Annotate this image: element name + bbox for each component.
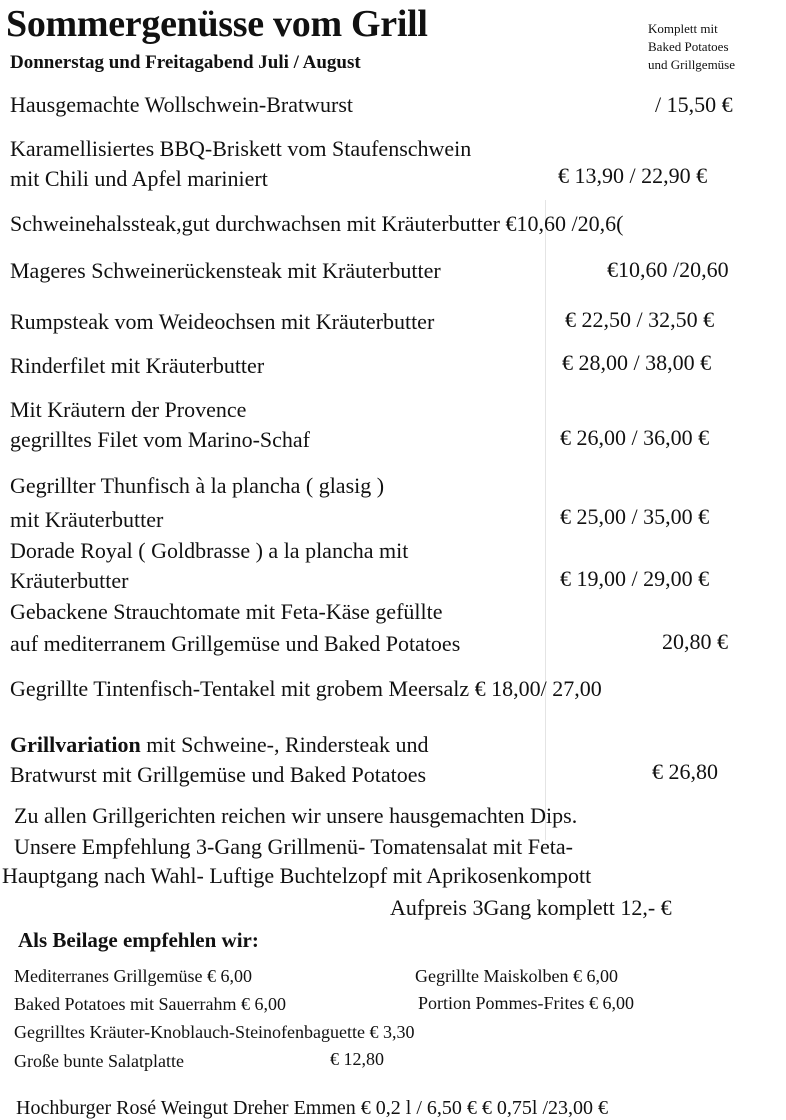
menu-item-name: Karamellisiertes BBQ-Briskett vom Staufenschwein: [10, 136, 472, 161]
grillvariation-title: Grillvariation: [10, 732, 141, 757]
side-dish-price: € 12,80: [330, 1049, 384, 1069]
side-dish: Große bunte Salatplatte: [14, 1051, 184, 1071]
menu-item-name: Gebackene Strauchtomate mit Feta-Käse gefüllte: [10, 599, 443, 624]
menu-item-name: Gegrillter Thunfisch à la plancha ( glasig ): [10, 473, 385, 498]
grillvariation-price: € 26,80: [652, 759, 718, 784]
komplett-line: Komplett mit: [648, 21, 718, 36]
menu-item-price: €10,60 /20,60: [607, 257, 729, 282]
menu-item-name: Mageres Schweinerückensteak mit Kräuterbutter: [10, 258, 441, 283]
side-dish: Portion Pommes-Frites € 6,00: [418, 993, 635, 1013]
komplett-line: und Grillgemüse: [648, 57, 736, 72]
menu-item-price: € 19,00 / 29,00 €: [560, 566, 710, 591]
wine-line: Hochburger Rosé Weingut Dreher Emmen € 0,2 l / 6,50 € € 0,75l /23,00 €: [16, 1097, 609, 1119]
menu-item-price: 20,80 €: [662, 629, 728, 654]
side-dish: Gegrillte Maiskolben € 6,00: [415, 966, 618, 986]
menu-item-price: € 22,50 / 32,50 €: [565, 307, 715, 332]
beilagen-title: Als Beilage empfehlen wir:: [18, 928, 259, 952]
page-title: Sommergenüsse vom Grill: [6, 3, 428, 45]
menu-item-name: Mit Kräutern der Provence: [10, 397, 247, 422]
side-dish: Baked Potatoes mit Sauerrahm € 6,00: [14, 994, 286, 1014]
menu-item-name: auf mediterranem Grillgemüse und Baked Potatoes: [10, 631, 461, 656]
menu-item-price: € 28,00 / 38,00 €: [562, 350, 712, 375]
menu-item-price: € 25,00 / 35,00 €: [560, 504, 710, 529]
grillvariation-text: mit Schweine-, Rindersteak und: [140, 732, 429, 757]
menu-item-name: Rumpsteak vom Weideochsen mit Kräuterbutter: [10, 309, 435, 334]
side-dish: Mediterranes Grillgemüse € 6,00: [14, 966, 252, 986]
menu-item-price: € 13,90 / 22,90 €: [558, 163, 708, 188]
grillvariation-line: [10, 731, 429, 759]
menu-item-name: Dorade Royal ( Goldbrasse ) a la plancha mit: [10, 538, 409, 563]
menu-item-name: gegrilltes Filet vom Marino-Schaf: [10, 427, 310, 452]
menu-item-price: € 26,00 / 36,00 €: [560, 425, 710, 450]
page-subtitle: Donnerstag und Freitagabend Juli / August: [10, 52, 361, 73]
note-line: Zu allen Grillgerichten reichen wir unsere hausgemachten Dips.: [14, 803, 578, 828]
menu-item-name: Kräuterbutter: [10, 568, 129, 593]
note-line: Aufpreis 3Gang komplett 12,- €: [390, 895, 672, 920]
menu-item-name: Gegrillte Tintenfisch-Tentakel mit grobem Meersalz € 18,00/ 27,00: [10, 676, 602, 701]
side-dish: Gegrilltes Kräuter-Knoblauch-Steinofenbaguette € 3,30: [14, 1022, 415, 1042]
menu-item-name: Hausgemachte Wollschwein-Bratwurst: [10, 92, 354, 117]
grillvariation-line: Bratwurst mit Grillgemüse und Baked Potatoes: [10, 762, 427, 787]
note-line: Unsere Empfehlung 3-Gang Grillmenü- Tomatensalat mit Feta-: [14, 834, 573, 859]
note-line: Hauptgang nach Wahl- Luftige Buchtelzopf mit Aprikosenkompott: [2, 863, 592, 888]
komplett-line: Baked Potatoes: [648, 39, 729, 54]
komplett-note: [648, 20, 735, 74]
menu-item-name: mit Chili und Apfel mariniert: [10, 166, 268, 191]
menu-item-price: / 15,50 €: [655, 92, 733, 117]
menu-item-name: Rinderfilet mit Kräuterbutter: [10, 353, 265, 378]
scan-fold-line: [545, 200, 546, 840]
menu-item-name: Schweinehalssteak,gut durchwachsen mit Kräuterbutter €10,60 /20,6(: [10, 211, 624, 236]
menu-item-name: mit Kräuterbutter: [10, 507, 164, 532]
